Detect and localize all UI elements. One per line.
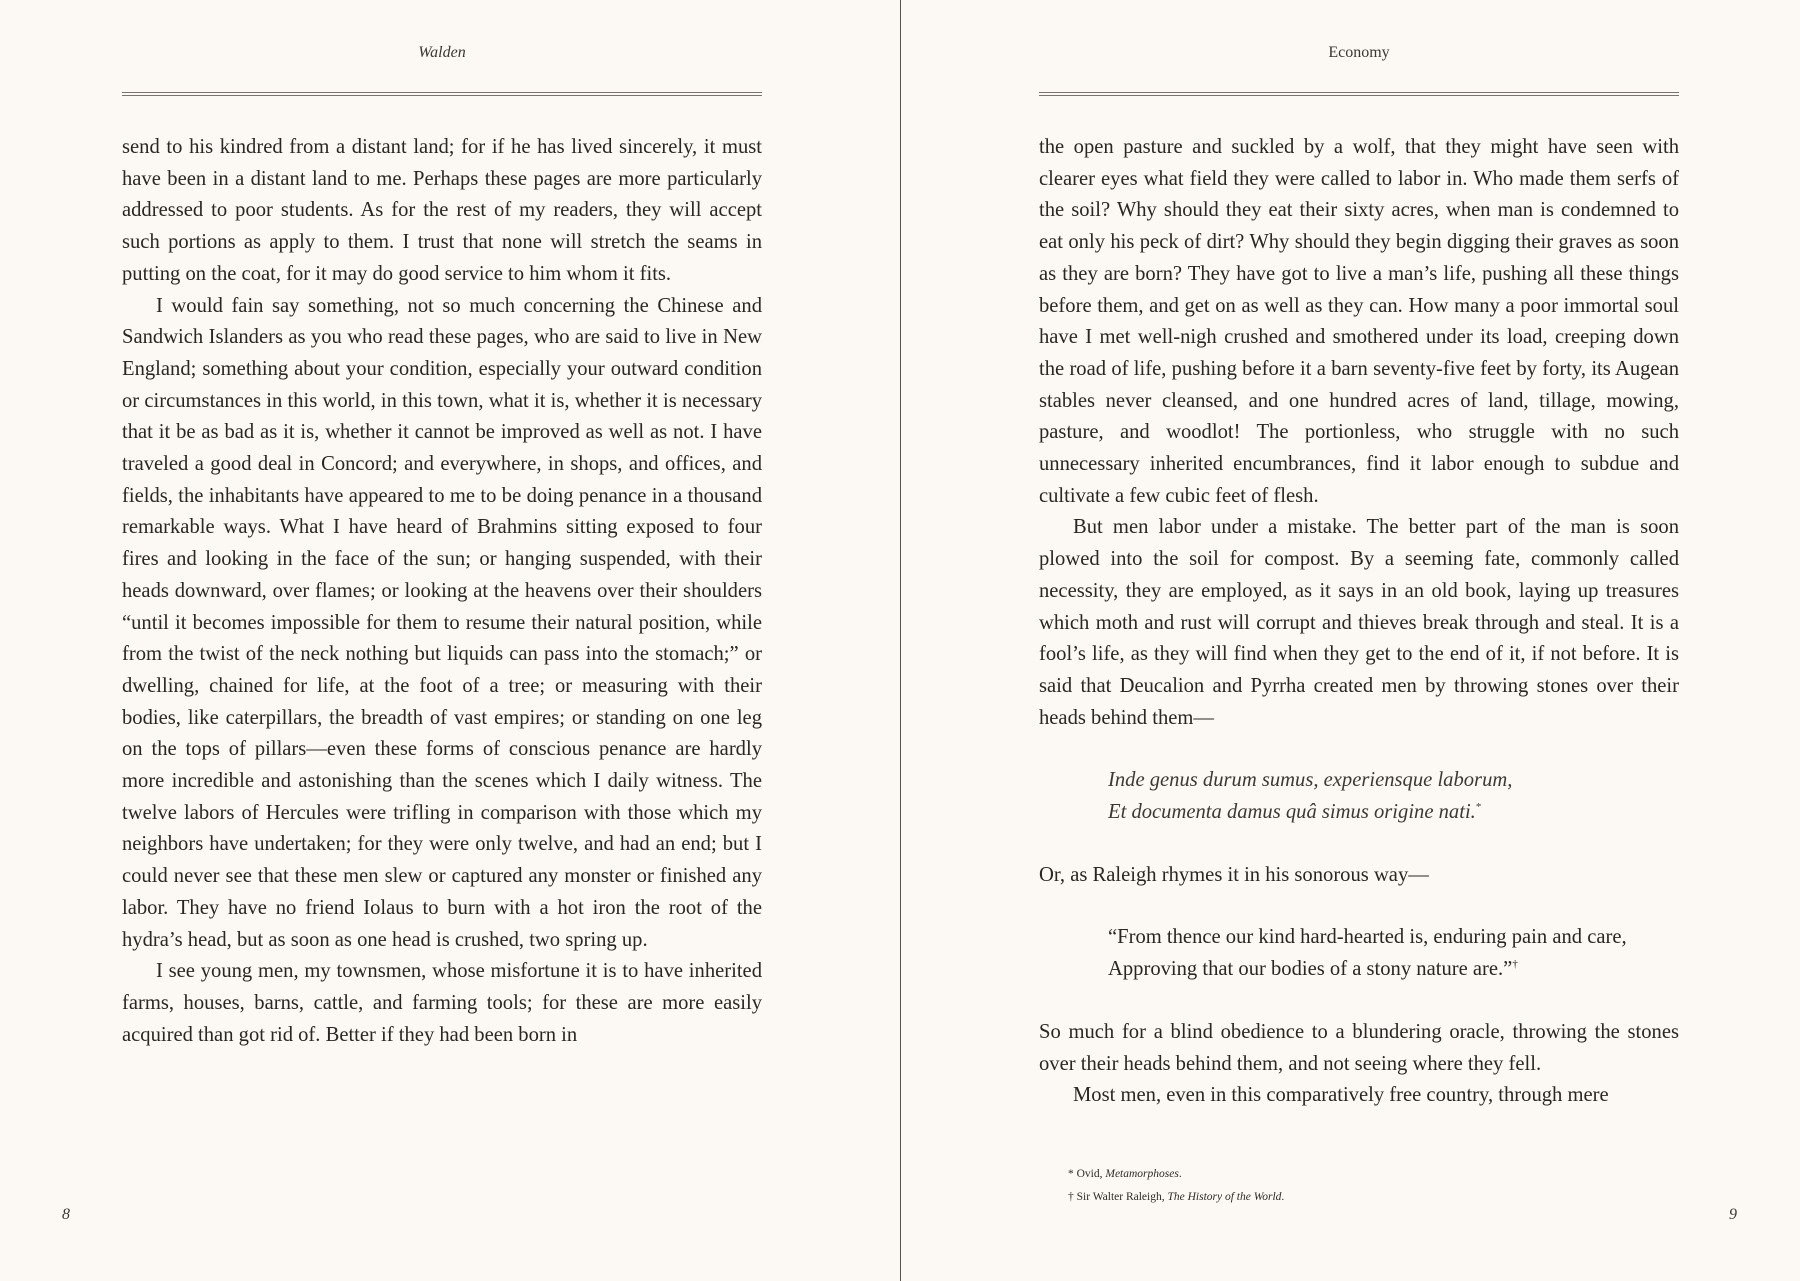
right-page-body xyxy=(1039,132,1679,1112)
running-head-right: Economy xyxy=(1328,44,1390,61)
verse-line: Et documenta damus quâ simus origine nati. xyxy=(1108,801,1476,824)
verse-line-with-note xyxy=(1108,954,1679,986)
footnote: * Ovid, Metamorphoses. xyxy=(1068,1168,1182,1180)
verse-line: Approving that our bodies of a stony nature are.” xyxy=(1108,958,1513,981)
verse-line: Inde genus durum sumus, experiensque laborum, xyxy=(1108,769,1513,792)
page-number-right: 9 xyxy=(1729,1206,1737,1223)
header-rule-right xyxy=(1039,92,1679,96)
paragraph: But men labor under a mistake. The better part of the man is soon plowed into the soil for compost. By a seeming fate, commonly called necessity, they are employed, as it says in an old book, laying up treasures which moth and rust will corrupt and thieves break through and steal. It is a fool’s life, as they will find when they get to the end of it, if not before. It is said that Deucalion and Pyrrha created men by throwing stones over their heads behind them— xyxy=(1039,516,1679,729)
latin-verse-quote xyxy=(1108,765,1679,828)
paragraph: I would fain say something, not so much concerning the Chinese and Sandwich Islanders as you who read these pages, who are said to live in New England; something about your condition, especially your outward condition or circumstances in this world, in this town, what it is, whether it is necessary that it be as bad as it is, whether it cannot be improved as well as not. I have traveled a good deal in Concord; and everywhere, in shops, and offices, and fields, the inhabitants have appeared to me to be doing penance in a thousand remarkable ways. What I have heard of Brahmins sitting exposed to four fires and looking in the face of the sun; or hanging suspended, with their heads downward, over flames; or looking at the heavens over their shoulders “until it becomes impossible for them to resume their natural position, while from the twist of the neck nothing but liquids can pass into the stomach;” or dwelling, chained for life, at the foot of a tree; or measuring with their bodies, like caterpillars, the breadth of vast empires; or standing on one leg on the tops of pillars—even these forms of conscious penance are hardly more incredible and astonishing than the scenes which I daily witness. The twelve labors of Hercules were trifling in comparison with those which my neighbors have undertaken; for they were only twelve, and had an end; but I could never see that these men slew or captured any monster or finished any labor. They have no friend Iolaus to burn with a hot iron the root of the hydra’s head, but as soon as one head is crushed, two spring up. xyxy=(122,294,762,951)
footnote-marker[interactable]: * xyxy=(1475,801,1482,814)
running-head-left: Walden xyxy=(418,44,466,61)
paragraph: Most men, even in this comparatively free country, through mere xyxy=(1073,1084,1609,1107)
footnote: † Sir Walter Raleigh, The History of the World. xyxy=(1068,1191,1285,1203)
english-verse-quote xyxy=(1108,922,1679,985)
paragraph: send to his kindred from a distant land; for if he has lived sincerely, it must have been in a distant land to me. Perhaps these pages are more particularly addressed to poor students. As for the rest of my readers, they will accept such portions as apply to them. I trust that none will stretch the seams in putting on the coat, for it may do good service to him whom it fits. xyxy=(122,136,762,285)
verse-line-with-note xyxy=(1108,797,1679,829)
paragraph: I see young men, my townsmen, whose misfortune it is to have inherited farms, houses, barns, cattle, and farming tools; for these are more easily acquired than got rid of. Better if they had been born in xyxy=(122,960,762,1046)
paragraph: So much for a blind obedience to a blundering oracle, throwing the stones over their heads behind them, and not seeing where they fell. xyxy=(1039,1020,1679,1075)
header-rule-left xyxy=(122,92,762,96)
paragraph: the open pasture and suckled by a wolf, that they might have seen with clearer eyes what field they were called to labor in. Who made them serfs of the soil? Why should they eat their sixty acres, when man is condemned to eat only his peck of dirt? Why should they begin digging their graves as soon as they are born? They have got to live a man’s life, pushing all these things before them, and get on as well as they can. How many a poor immortal soul have I met well-nigh crushed and smothered under its load, creeping down the road of life, pushing before it a barn seventy-five feet by forty, its Augean stables never cleansed, and one hundred acres of land, tillage, mowing, pasture, and woodlot! The portionless, who struggle with no such unnecessary inherited encumbrances, find it labor enough to subdue and cultivate a few cubic feet of flesh. xyxy=(1039,136,1679,507)
right-page xyxy=(900,0,1800,1281)
footnote-marker[interactable]: † xyxy=(1512,958,1518,971)
footnotes xyxy=(1068,1163,1628,1209)
page-number-left: 8 xyxy=(62,1206,70,1223)
paragraph: Or, as Raleigh rhymes it in his sonorous way— xyxy=(1039,863,1429,886)
verse-line: “From thence our kind hard-hearted is, enduring pain and care, xyxy=(1108,926,1627,949)
left-page-body xyxy=(122,132,762,1051)
